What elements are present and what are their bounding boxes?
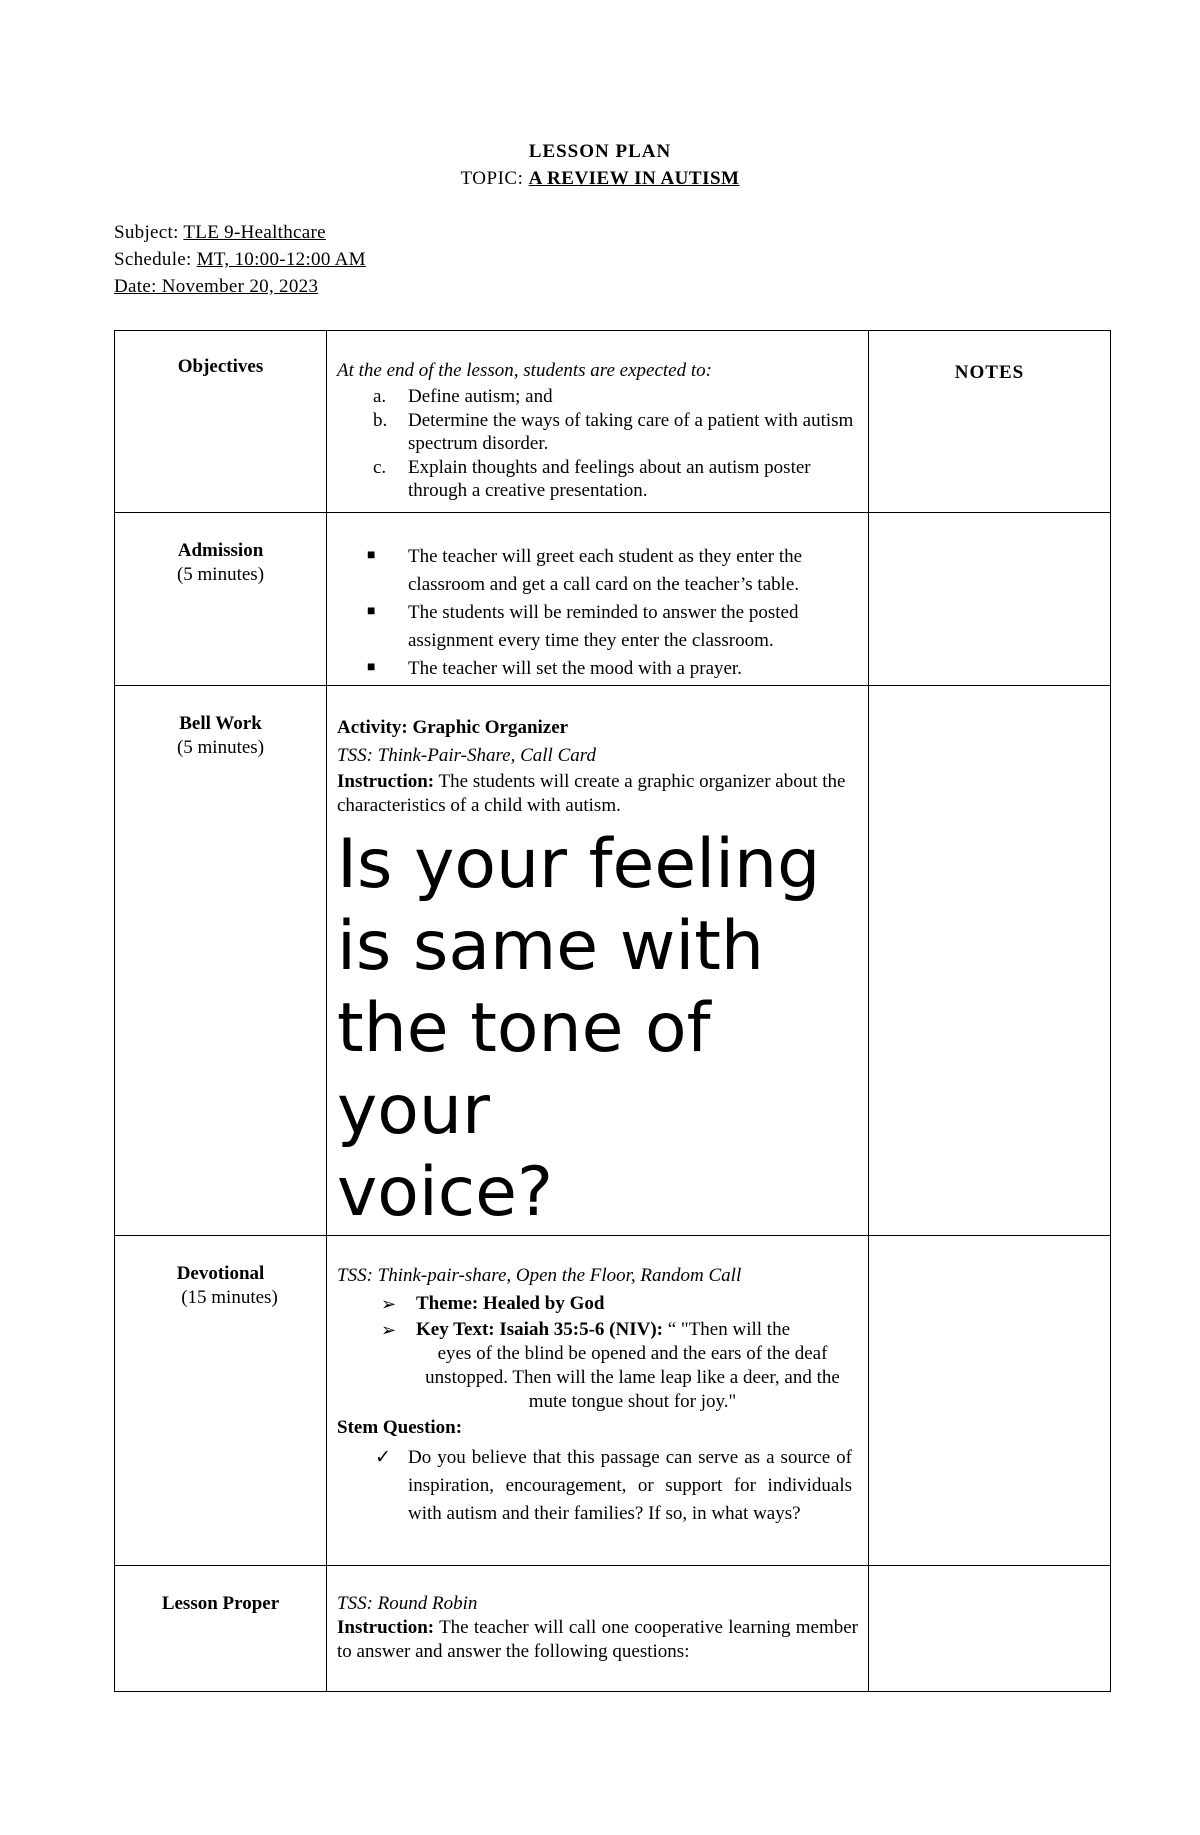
admission-label: Admission [177, 540, 264, 561]
admission-duration: (5 minutes) [176, 564, 265, 585]
devotional-list [337, 1292, 858, 1342]
bell-work-activity: Activity: Graphic Organizer [337, 717, 569, 738]
table-row-devotional [115, 1236, 1111, 1566]
bell-work-label-cell [115, 686, 327, 1236]
devotional-notes-cell [869, 1236, 1111, 1566]
schedule-value: MT, 10:00-12:00 AM [196, 249, 366, 270]
admission-notes-cell [869, 513, 1111, 686]
topic-line [0, 168, 1200, 190]
devotional-theme: Theme: Healed by God [416, 1293, 605, 1314]
stem-question-list [337, 1444, 858, 1528]
lesson-proper-content-cell [327, 1566, 869, 1692]
lesson-proper-tss: TSS: Round Robin [337, 1593, 478, 1614]
objectives-content-cell [327, 331, 869, 513]
devotional-duration: (15 minutes) [181, 1287, 278, 1308]
topic-prefix: TOPIC: [460, 168, 524, 189]
subject-line [114, 222, 326, 244]
lesson-proper-instruction-label: Instruction: [337, 1617, 435, 1638]
admission-content-cell [327, 513, 869, 686]
stem-question-label: Stem Question: [337, 1417, 463, 1438]
lesson-plan-title: LESSON PLAN [528, 141, 672, 162]
key-text-label: Key Text: Isaiah 35:5-6 (NIV): [416, 1319, 663, 1340]
objectives-intro: At the end of the lesson, students are expected to: [337, 360, 712, 381]
bell-work-instruction-text: The students will create a graphic organizer about the characteristics of a child with autism. [337, 771, 846, 816]
lesson-proper-instruction [337, 1616, 858, 1664]
bullet-square-icon: ■ [367, 660, 376, 675]
schedule-label: Schedule: [114, 249, 192, 270]
list-item: ■ The students will be reminded to answer the posted assignment every time they enter the classroom. [337, 599, 858, 655]
lesson-proper-label-cell [115, 1566, 327, 1692]
bullet-square-icon: ■ [367, 548, 376, 563]
objectives-list [337, 385, 858, 503]
date-line: Date: November 20, 2023 [114, 276, 319, 297]
bell-work-instruction-label: Instruction: [337, 771, 435, 792]
subject-value: TLE 9-Healthcare [183, 222, 326, 243]
devotional-label: Devotional [176, 1263, 265, 1284]
bell-work-content-cell [327, 686, 869, 1236]
subject-label: Subject: [114, 222, 179, 243]
list-item: a. Define autism; and [373, 386, 553, 407]
stem-question-text: Do you believe that this passage can serve as a source of inspiration, encouragement, or support for individuals with autism and their families? If so, in what ways? [408, 1447, 852, 1524]
lesson-proper-instruction-text: The teacher will call one cooperative learning member to answer and answer the following questions: [337, 1617, 858, 1662]
bell-work-notes-cell [869, 686, 1111, 1236]
admission-label-cell [115, 513, 327, 686]
list-item [337, 1318, 858, 1342]
devotional-content-cell [327, 1236, 869, 1566]
devotional-label-cell [115, 1236, 327, 1566]
checkmark-icon: ✓ [375, 1447, 391, 1468]
key-text-first: “ "Then will the [667, 1319, 790, 1340]
notes-header-cell [869, 331, 1111, 513]
objectives-label-cell [115, 331, 327, 513]
list-item: ■ The teacher will set the mood with a prayer. [337, 655, 858, 683]
bell-work-tss: TSS: Think-Pair-Share, Call Card [337, 745, 596, 766]
bullet-square-icon: ■ [367, 604, 376, 619]
key-text-body: eyes of the blind be opened and the ears of the deaf unstopped. Then will the lame leap like a deer, and the mute tongue shout for joy." [425, 1343, 840, 1412]
bell-work-question: Is your feeling is same with the tone of your voice? [337, 825, 821, 1232]
devotional-tss: TSS: Think-pair-share, Open the Floor, Random Call [337, 1265, 742, 1286]
list-item [337, 1444, 858, 1528]
list-item: ■ The teacher will greet each student as they enter the classroom and get a call card on the teacher’s table. [337, 543, 858, 599]
bell-work-instruction [337, 770, 858, 818]
list-item: c. Explain thoughts and feelings about an autism poster through a creative presentation. [373, 456, 811, 501]
table-row-lesson-proper [115, 1566, 1111, 1692]
arrow-bullet-icon: ➢ [381, 1320, 397, 1340]
notes-header: NOTES [954, 362, 1025, 383]
schedule-line [114, 249, 366, 271]
bell-work-label: Bell Work [179, 713, 262, 734]
topic-value: A REVIEW IN AUTISM [528, 168, 740, 189]
lesson-plan-table [114, 330, 1111, 1692]
objectives-label: Objectives [177, 356, 264, 377]
lesson-proper-label: Lesson Proper [161, 1593, 280, 1614]
lesson-proper-notes-cell [869, 1566, 1111, 1692]
list-item: b. Determine the ways of taking care of a patient with autism spectrum disorder. [373, 409, 854, 454]
arrow-bullet-icon: ➢ [381, 1294, 397, 1314]
admission-list [337, 543, 858, 683]
table-row-bell-work [115, 686, 1111, 1236]
list-item [337, 1292, 858, 1316]
bell-work-duration: (5 minutes) [176, 737, 265, 758]
table-row-objectives [115, 331, 1111, 513]
table-row-admission [115, 513, 1111, 686]
